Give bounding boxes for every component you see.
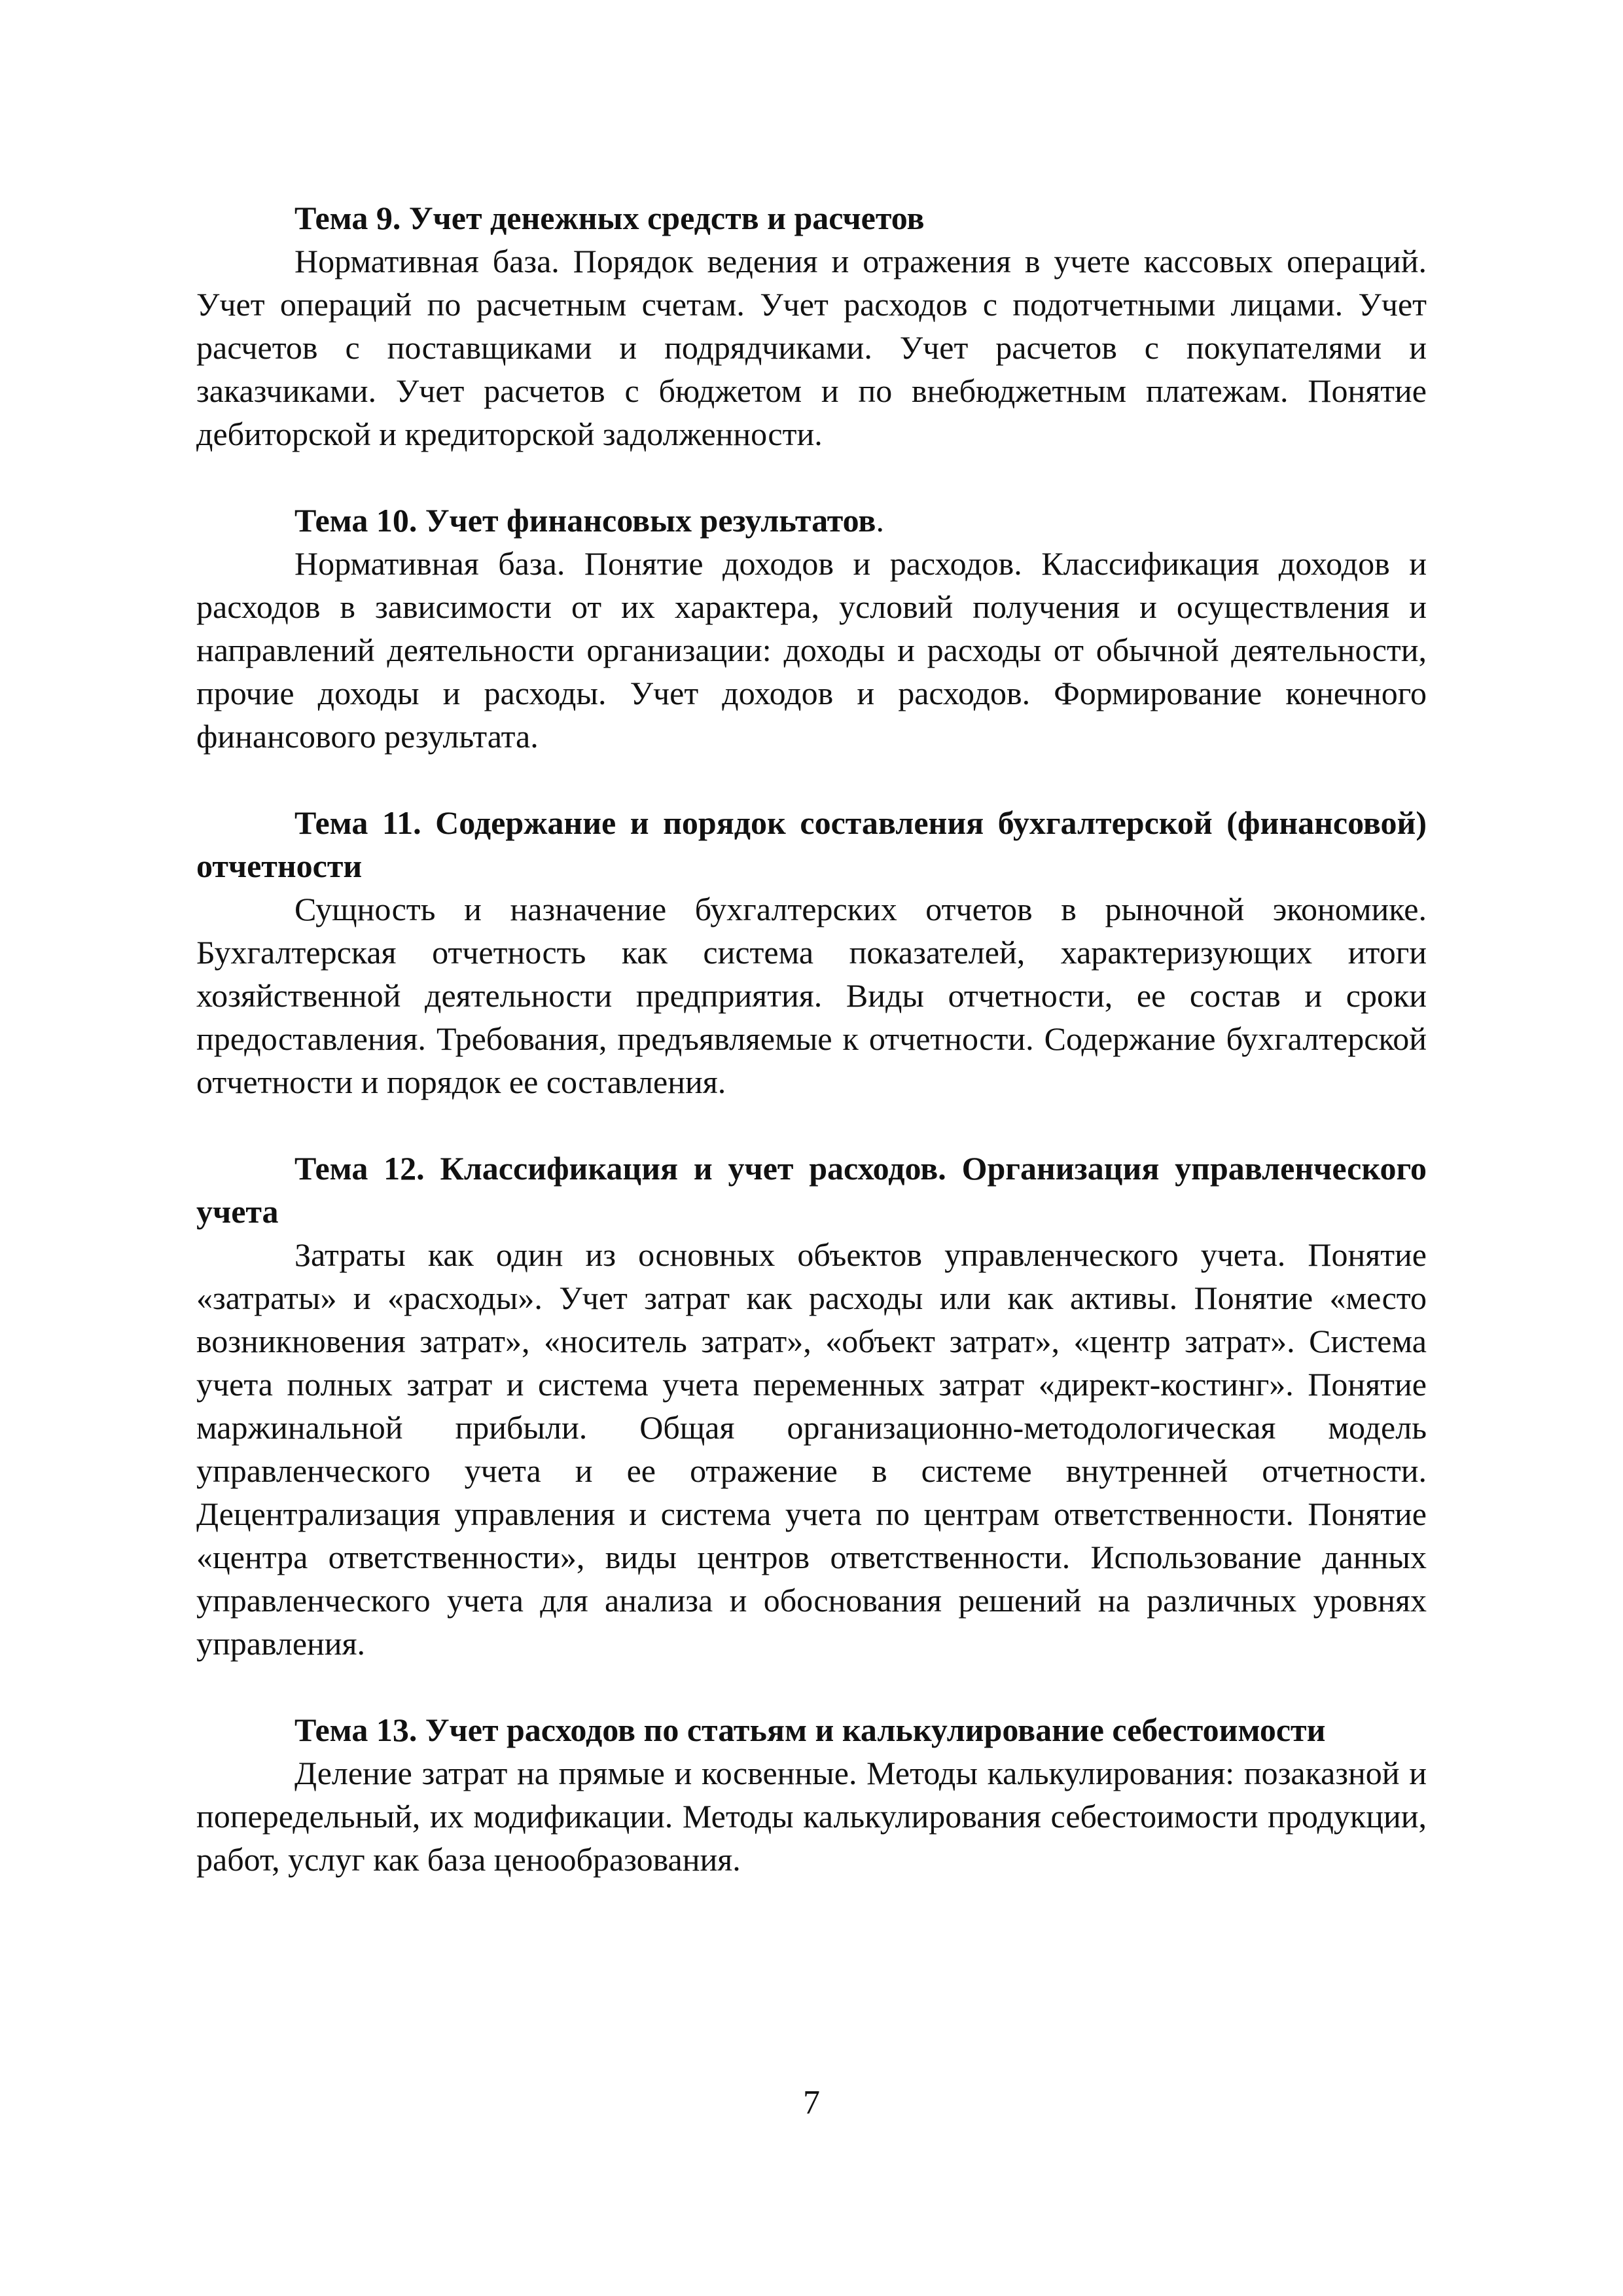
topic-11 bbox=[196, 801, 1427, 1103]
page-number: 7 bbox=[803, 2084, 820, 2121]
page-content bbox=[196, 196, 1427, 1881]
topic-12-body: Затраты как один из основных объектов управленческого учета. Понятие «затраты» и «расходы». Учет затрат как расходы или как активы. Понятие «место возникновения затрат», «носитель затрат», «объект затрат», «центр затрат». Система учета полных затрат и система учета переменных затрат «директ-костинг». Понятие маржинальной прибыли. Общая организационно-методологическая модель управленческого учета и ее отражение в системе внутренней отчетности. Децентрализация управления и система учета по центрам ответственности. Понятие «центра ответственности», виды центров ответственности. Использование данных управленческого учета для анализа и обоснования решений на различных уровнях управления. bbox=[196, 1236, 1427, 1662]
topic-11-title-text: Тема 11. Содержание и порядок составления бухгалтерской (финансовой) отчетности bbox=[196, 804, 1427, 884]
topic-10-title-trail: . bbox=[876, 502, 884, 539]
topic-10-title bbox=[196, 499, 1427, 542]
topic-12 bbox=[196, 1147, 1427, 1665]
topic-9-body: Нормативная база. Порядок ведения и отражения в учете кассовых операций. Учет операций по расчетным счетам. Учет расходов с подотчетными лицами. Учет расчетов с поставщиками и подрядчиками. Учет расчетов с покупателями и заказчиками. Учет расчетов с бюджетом и по внебюджетным платежам. Понятие дебиторской и кредиторской задолженности. bbox=[196, 243, 1427, 452]
topic-9 bbox=[196, 196, 1427, 456]
topic-11-body: Сущность и назначение бухгалтерских отчетов в рыночной экономике. Бухгалтерская отчетность как система показателей, характеризующих итоги хозяйственной деятельности предприятия. Виды отчетности, ее состав и сроки предоставления. Требования, предъявляемые к отчетности. Содержание бухгалтерской отчетности и порядок ее составления. bbox=[196, 891, 1427, 1100]
topic-9-title bbox=[196, 196, 1427, 240]
topic-12-title-text: Тема 12. Классификация и учет расходов. Организация управленческого учета bbox=[196, 1150, 1427, 1230]
topic-13-body: Деление затрат на прямые и косвенные. Методы калькулирования: позаказной и попередельный, их модификации. Методы калькулирования себестоимости продукции, работ, услуг как база ценообразования. bbox=[196, 1755, 1427, 1878]
topic-13-title-text: Тема 13. Учет расходов по статьям и калькулирование себестоимости bbox=[294, 1712, 1326, 1748]
topic-10 bbox=[196, 499, 1427, 758]
topic-11-title bbox=[196, 801, 1427, 888]
topic-10-title-text: Тема 10. Учет финансовых результатов bbox=[294, 502, 876, 539]
topic-13-title bbox=[196, 1708, 1427, 1751]
topic-9-title-text: Тема 9. Учет денежных средств и расчетов bbox=[294, 200, 925, 236]
topic-12-title bbox=[196, 1147, 1427, 1233]
topic-13 bbox=[196, 1708, 1427, 1881]
topic-10-body: Нормативная база. Понятие доходов и расходов. Классификация доходов и расходов в зависимости от их характера, условий получения и осуществления и направлений деятельности организации: доходы и расходы от обычной деятельности, прочие доходы и расходы. Учет доходов и расходов. Формирование конечного финансового результата. bbox=[196, 545, 1427, 755]
